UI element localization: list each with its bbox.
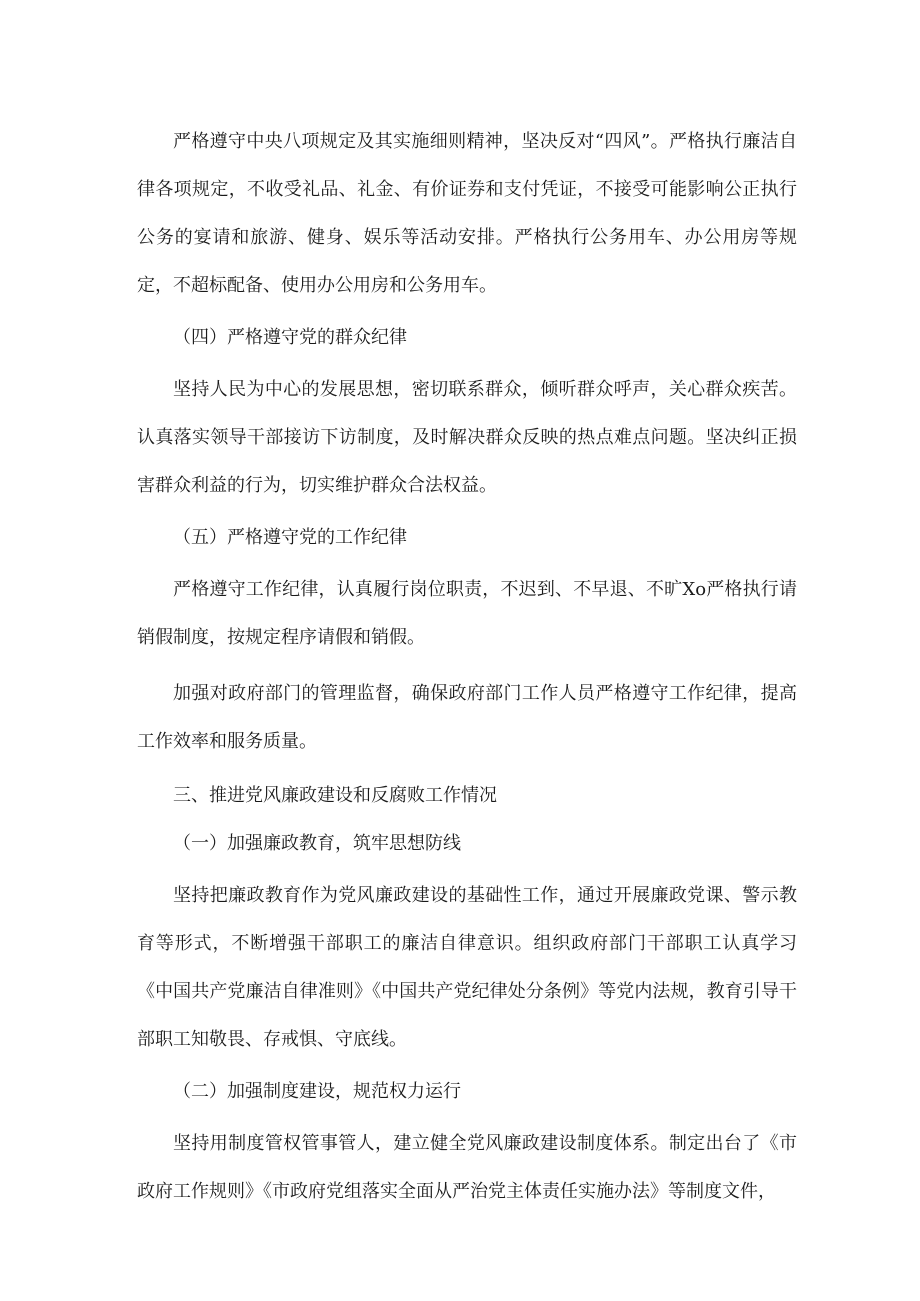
paragraph: 严格遵守工作纪律，认真履行岗位职责，不迟到、不早退、不旷Xo严格执行请销假制度，按规定程序请假和销假。 (137, 579, 797, 648)
document-body (137, 118, 797, 1224)
section-heading: （一）加强廉政教育，筑牢思想防线 (173, 833, 461, 854)
section-heading: （四）严格遵守党的群众纪律 (173, 327, 407, 348)
paragraph: 严格遵守中央八项规定及其实施细则精神，坚决反对“四风”。严格执行廉洁自律各项规定，不收受礼品、礼金、有价证券和支付凭证，不接受可能影响公正执行公务的宴请和旅游、健身、娱乐等活动安排。严格执行公务用车、办公用房等规定，不超标配备、使用办公用房和公务用车。 (137, 131, 797, 296)
chapter-heading: 三、推进党风廉政建设和反腐败工作情况 (173, 785, 497, 806)
paragraph: 坚持人民为中心的发展思想，密切联系群众，倾听群众呼声，关心群众疾苦。认真落实领导干部接访下访制度，及时解决群众反映的热点难点问题。坚决纠正损害群众利益的行为，切实维护群众合法权益。 (137, 379, 797, 496)
paragraph: 坚持把廉政教育作为党风廉政建设的基础性工作，通过开展廉政党课、警示教育等形式，不断增强干部职工的廉洁自律意识。组织政府部门干部职工认真学习《中国共产党廉洁自律准则》《中国共产党纪律处分条例》等党内法规，教育引导干部职工知敬畏、存戒惧、守底线。 (137, 885, 797, 1050)
section-heading: （五）严格遵守党的工作纪律 (173, 527, 407, 548)
paragraph: 坚持用制度管权管事管人，建立健全党风廉政建设制度体系。制定出台了《市政府工作规则》《市政府党组落实全面从严治党主体责任实施办法》等制度文件， (137, 1133, 797, 1202)
section-heading: （二）加强制度建设，规范权力运行 (173, 1081, 461, 1102)
paragraph: 加强对政府部门的管理监督，确保政府部门工作人员严格遵守工作纪律，提高工作效率和服务质量。 (137, 683, 797, 752)
